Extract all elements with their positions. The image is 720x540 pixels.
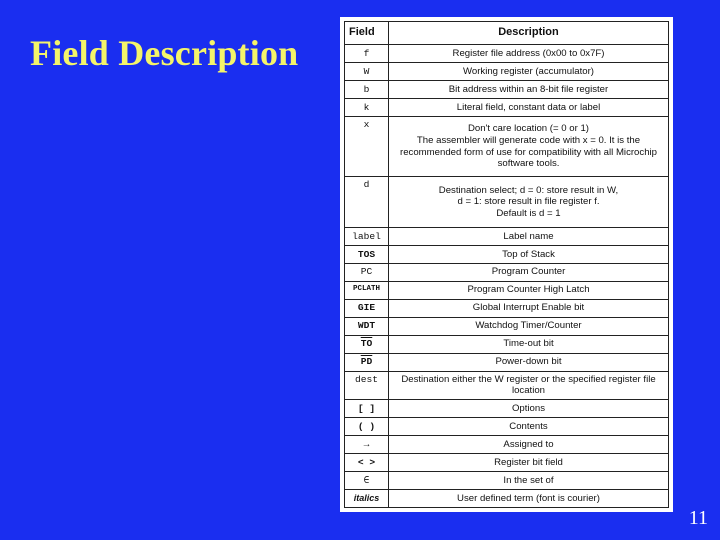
- field-cell: label: [345, 227, 389, 245]
- field-cell: GIE: [345, 299, 389, 317]
- description-cell: Power-down bit: [389, 353, 669, 371]
- field-cell: PCLATH: [345, 281, 389, 299]
- field-cell: TOS: [345, 245, 389, 263]
- description-cell: User defined term (font is courier): [389, 489, 669, 507]
- table-row: [345, 335, 669, 353]
- field-cell: b: [345, 80, 389, 98]
- description-cell: Register bit field: [389, 454, 669, 472]
- description-cell: Time-out bit: [389, 335, 669, 353]
- table-row: [345, 80, 669, 98]
- table-row: [345, 371, 669, 400]
- description-cell: Contents: [389, 418, 669, 436]
- field-cell: ( ): [345, 418, 389, 436]
- field-cell: ∈: [345, 472, 389, 490]
- description-cell: Destination either the W register or the specified register file location: [389, 371, 669, 400]
- table-row: [345, 116, 669, 176]
- field-cell: PC: [345, 263, 389, 281]
- table-row: [345, 472, 669, 490]
- field-cell: WDT: [345, 317, 389, 335]
- description-cell: Options: [389, 400, 669, 418]
- page-number: 11: [688, 507, 708, 529]
- table-row: [345, 62, 669, 80]
- field-cell: < >: [345, 454, 389, 472]
- description-cell: Literal field, constant data or label: [389, 98, 669, 116]
- table-row: [345, 353, 669, 371]
- table-row: [345, 418, 669, 436]
- field-cell-overline-text: $\overline{PD}$: [360, 356, 373, 368]
- description-cell: Register file address (0x00 to 0x7F): [389, 45, 669, 63]
- field-cell: W: [345, 62, 389, 80]
- field-description-table-panel: [340, 17, 673, 512]
- field-cell: k: [345, 98, 389, 116]
- field-cell-overline-text: $\overline{TO}$: [360, 338, 373, 350]
- description-cell: Don't care location (= 0 or 1) The assembler will generate code with x = 0. It is the recommended form of use for compatibility with all Microchip software tools.: [389, 116, 669, 176]
- table-row: [345, 489, 669, 507]
- table-header-row: [345, 22, 669, 45]
- description-cell: Program Counter: [389, 263, 669, 281]
- table-row: [345, 245, 669, 263]
- description-cell: Watchdog Timer/Counter: [389, 317, 669, 335]
- header-field: Field: [345, 22, 389, 45]
- description-cell: Program Counter High Latch: [389, 281, 669, 299]
- field-cell: →: [345, 436, 389, 454]
- field-cell: dest: [345, 371, 389, 400]
- table-row: [345, 317, 669, 335]
- table-row: [345, 98, 669, 116]
- description-cell: Bit address within an 8-bit file register: [389, 80, 669, 98]
- description-cell: In the set of: [389, 472, 669, 490]
- field-cell: [345, 335, 389, 353]
- slide-title: Field Description: [30, 33, 299, 73]
- field-cell: [ ]: [345, 400, 389, 418]
- table-row: [345, 454, 669, 472]
- description-cell: Top of Stack: [389, 245, 669, 263]
- field-cell: f: [345, 45, 389, 63]
- table-row: [345, 45, 669, 63]
- table-row: [345, 227, 669, 245]
- table-row: [345, 400, 669, 418]
- description-cell: Assigned to: [389, 436, 669, 454]
- description-cell: Label name: [389, 227, 669, 245]
- field-description-table: [344, 21, 669, 508]
- field-cell: italics: [345, 489, 389, 507]
- table-row: [345, 281, 669, 299]
- table-row: [345, 177, 669, 228]
- description-cell: Destination select; d = 0: store result in W, d = 1: store result in file register f. Default is d = 1: [389, 177, 669, 228]
- field-cell: d: [345, 177, 389, 228]
- header-description: Description: [389, 22, 669, 45]
- table-row: [345, 263, 669, 281]
- field-cell: x: [345, 116, 389, 176]
- description-cell: Global Interrupt Enable bit: [389, 299, 669, 317]
- description-cell: Working register (accumulator): [389, 62, 669, 80]
- table-row: [345, 299, 669, 317]
- field-cell: [345, 353, 389, 371]
- table-row: [345, 436, 669, 454]
